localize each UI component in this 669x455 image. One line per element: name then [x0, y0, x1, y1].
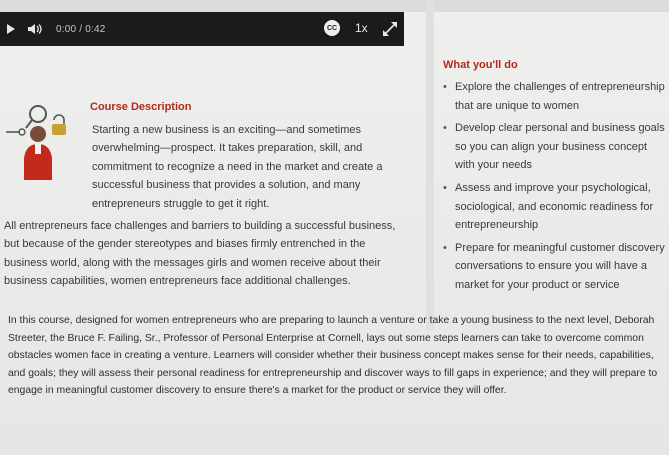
bullet-icon: • [443, 81, 447, 93]
list-item: • Explore the challenges of entrepreneurship that are unique to women [441, 78, 669, 115]
list-item: • Assess and improve your psychological, sociological, and economic readiness for entrepreneurship [441, 179, 669, 235]
course-challenges-text: All entrepreneurs face challenges and barriers to building a successful business, but because of the gender stereotypes and biases firmly entrenched in the business world, along with the messages girls and women receive about their business capabilities, women entrepreneurs face additional challenges. [4, 220, 396, 288]
top-strip [0, 0, 669, 12]
bullet-icon: • [443, 181, 447, 194]
bullet-icon: • [443, 241, 447, 254]
entrepreneur-illustration-icon [2, 100, 68, 186]
volume-icon [27, 23, 43, 35]
course-intro-text: Starting a new business is an exciting—and sometimes overwhelming—prospect. It takes preparation, skill, and commitment to recognize a need in the market and create a successful business that provides a solution, and many entrepreneurs struggle to get it right. [92, 124, 383, 210]
fullscreen-icon[interactable] [381, 20, 399, 38]
play-icon [6, 23, 16, 35]
course-description-heading: Course Description [90, 101, 192, 113]
volume-button[interactable] [22, 12, 48, 46]
bullet-icon: • [443, 122, 447, 135]
playback-speed-button[interactable]: 1x [355, 21, 368, 35]
list-item: • Develop clear personal and business goals so you can align your business concept with your needs [441, 119, 669, 175]
list-item: • Prepare for meaningful customer discovery conversations to ensure you will have a market for your product or service [441, 239, 669, 295]
course-details-text: In this course, designed for women entrepreneurs who are preparing to launch a venture or take a young business to the next level, Deborah Streeter, the Bruce F. Failing, Sr., Professor of Personal Enterprise at Cornell, lays out some steps learners can take to overcome common obstacles women face in creating a venture. Learners will consider whether their business concept makes sense for their needs, capabilities, and goals; they will assess their personal readiness for entrepreneurship and discover ways to fill gaps in experience; and they will prepare to engage in meaningful customer discovery to ensure there's a market for the product or service they will offer. [8, 315, 658, 397]
column-divider [426, 0, 434, 330]
captions-button[interactable] [324, 20, 340, 36]
play-button[interactable] [0, 12, 22, 46]
captions-icon: CC [326, 24, 338, 32]
what-youll-do-heading: What you'll do [443, 59, 518, 71]
video-control-bar [0, 12, 404, 46]
what-youll-do-list [441, 78, 669, 299]
video-time: 0:00 / 0:42 [56, 23, 106, 35]
